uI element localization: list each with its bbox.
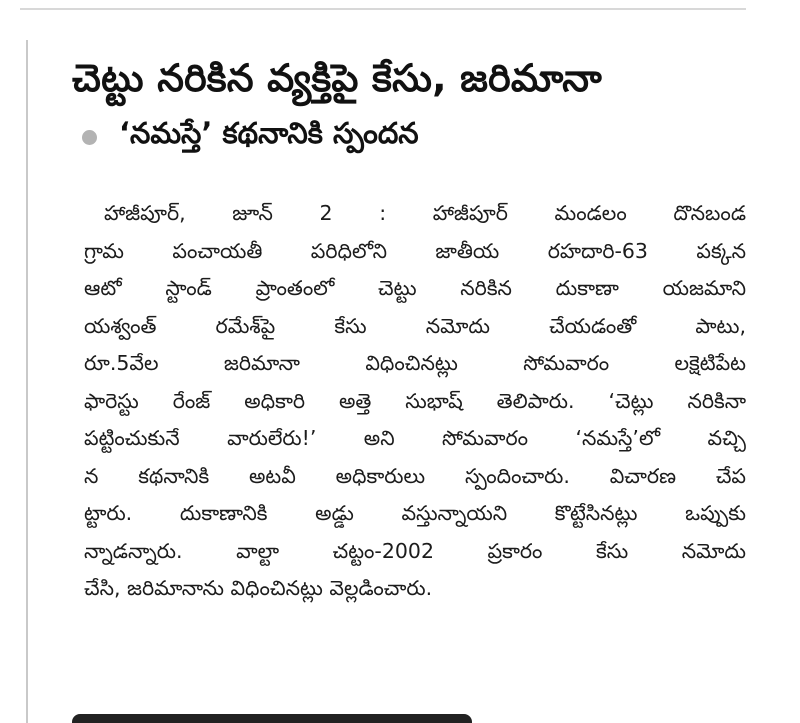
subheadline-row xyxy=(82,112,742,162)
body-line: ఆటో స్టాండ్ ప్రాంతంలో చెట్టు నరికిన దుకాణా యజమాని xyxy=(84,276,746,300)
top-divider xyxy=(20,8,746,10)
body-line: చేసి, జరిమానాను విధించినట్లు వెల్లడించారు. xyxy=(84,576,433,600)
body-line: యశ్వంత్ రమేశ్‌పై కేసు నమోదు చేయడంతో పాటు, xyxy=(84,313,746,338)
body-line: హాజీపూర్, జూన్ 2 : హాజీపూర్ మండలం దొనబండ xyxy=(104,201,746,225)
body-line: న కథనానికి అటవీ అధికారులు స్పందించారు. విచారణ చేప xyxy=(84,463,746,488)
headline: చెట్టు నరికిన వ్యక్తిపై కేసు, జరిమానా xyxy=(72,56,602,100)
subheadline: ‘నమస్తే’ కథనానికి స్పందన xyxy=(119,116,419,150)
body-line: రూ.5వేల జరిమానా విధించినట్లు సోమవారం లక్షెటిపేట xyxy=(84,351,746,375)
body-line: ఫారెస్టు రేంజ్ అధికారి అత్తె సుభాష్ తెలిపారు. ‘చెట్లు నరికినా xyxy=(84,388,746,413)
column-divider xyxy=(26,40,28,723)
body-line: న్నాడన్నారు. వాల్టా చట్టం-2002 ప్రకారం కేసు నమోదు xyxy=(84,538,746,563)
bullet-icon xyxy=(82,130,97,145)
body-line: పట్టించుకునే వారులేరు!’ అని సోమవారం ‘నమస్తే’లో వచ్చి xyxy=(84,426,746,450)
body-line: గ్రామ పంచాయతీ పరిధిలోని జాతీయ రహదారి-63 పక్కన xyxy=(84,238,746,263)
body-line: ట్టారు. దుకాణానికి అడ్డు వస్తున్నాయని కొట్టేసినట్లు ఒప్పుకు xyxy=(84,501,746,525)
article-body xyxy=(84,195,746,608)
next-article-headline-fragment xyxy=(72,706,492,723)
